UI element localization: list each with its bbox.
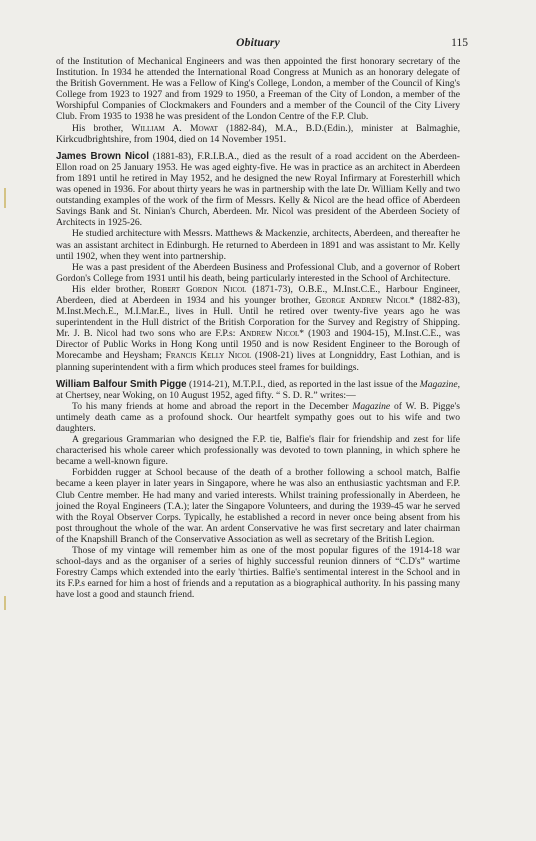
paragraph: A gregarious Grammarian who designed the F.P. tie, Balfie's flair for friendship and zest for life characterised his whole career which professionally was devoted to town planning, in which sphere he became a well-known figure. xyxy=(56,434,460,468)
entry-name: James Brown Nicol xyxy=(56,150,150,162)
person-name: William A. Mowat xyxy=(131,122,218,134)
text-run: To his many friends at home and abroad the report in the December xyxy=(72,400,353,412)
paragraph: of the Institution of Mechanical Engineers and was then appointed the first honorary secretary of the Institution. In 1934 he attended the International Road Congress at Munich as an honorary delegate of the British Government. He was a Fellow of King's College, London, a member of the Council of King's College from 1923 to 1927 and from 1929 to 1950, a Freeman of the City of London, a member of the Worshipful Companies of Clockmakers and Founders and a member of the Council of the City Livery Club. From 1935 to 1938 he was president of the London Centre of the F.P. Club. xyxy=(56,56,460,123)
page-header xyxy=(56,37,468,51)
person-name: Andrew Nicol* xyxy=(239,328,305,340)
text-run: (1914-21), M.T.P.I., died, as reported in the last issue of the xyxy=(186,378,420,390)
paragraph: Forbidden rugger at School because of the death of a brother following a school match, Balfie became a keen player in later years in Singapore, where he was also an enthusiastic yachtsman and F.P. Club Centre member. He had many and varied interests. Whilst training professionally in Aberdeen, he joined the Royal Engineers (T.A.); later the Singapore Volunteers, and during the 1939-45 war he served with the Royal Observer Corps. Typically, he established a record in never once being absent from his post throughout the whole of the war. An ardent Conservative he was first secretary and later chairman of the Knapshill Branch of the Conservative Association as well as secretary of the British Legion. xyxy=(56,467,460,545)
paragraph: He was a past president of the Aberdeen Business and Professional Club, and a governor of Robert Gordon's College from 1931 until his death, being particularly interested in the School of Architecture. xyxy=(56,261,460,284)
paragraph: Those of my vintage will remember him as one of the most popular figures of the 1914-18 war school-days and as the organiser of a series of highly successful reunion dinners of “C.D's” wartime Forestry Camps which extended into the early 'thirties. Balfie's sentimental interest in the School and in its F.P.s earned for him a host of friends and a reputation as a biographical authority. In his passing many have lost a good and staunch friend. xyxy=(56,545,460,601)
text-run: (1871-73), O.B.E., M.Inst.C.E., Harbour Engineer, Aberdeen, died at Aberdeen in 1934 and his younger brother, xyxy=(56,283,460,306)
magazine-title: Magazine xyxy=(352,400,391,412)
text-run: (1882-84), M.A., B.D.(Edin.), minister at Balmaghie, Kirkcudbrightshire, from 1904, died on 14 November 1951. xyxy=(56,122,460,145)
person-name: Francis Kelly Nicol xyxy=(165,350,252,362)
text-run: (1881-83), F.R.I.B.A., died as the result of a road accident on the Aberdeen-Ellon road on 25 January 1953. He was aged eighty-five. He was in practice as an architect in Aberdeen from 1891 until he retired in May 1952, and he designed the new Royal Infirmary at Foresterhill which was opened in 1936. For about thirty years he was in partnership with the late Dr. William Kelly and two outstanding examples of the work of the firm of Messrs. Kelly & Nicol are the head office of Aberdeen Savings Bank and St. Ninian's Church, Aberdeen. Mr. Nicol was president of the Aberdeen Society of Architects in 1925-26. xyxy=(56,150,460,229)
entry-name: William Balfour Smith Pigge xyxy=(56,378,187,390)
paragraph xyxy=(56,123,460,145)
page-number: 115 xyxy=(451,37,468,49)
obituary-entry xyxy=(56,379,460,401)
person-name: George Andrew Nicol* xyxy=(314,294,415,306)
text-run: His elder brother, xyxy=(72,283,152,295)
paragraph xyxy=(56,401,460,434)
magazine-title: Magazine xyxy=(419,378,458,390)
paragraph: He studied architecture with Messrs. Matthews & Mackenzie, architects, Aberdeen, and thereafter he was an assistant architect in Edinburgh. He returned to Aberdeen in 1891 and was assistant to Mr. Kelly until 1902, when they went into partnership. xyxy=(56,228,460,262)
paragraph xyxy=(56,284,460,373)
margin-mark xyxy=(4,188,6,208)
obituary-text xyxy=(56,56,460,601)
text-run: of W. B. Pigge's untimely death came as a profound shock. Our heartfelt sympathy goes out to his wife and two daughters. xyxy=(56,400,460,434)
person-name: Robert Gordon Nicol xyxy=(151,283,247,295)
margin-mark xyxy=(4,596,6,610)
text-run: (1903 and 1904-15), M.Inst.C.E., was Director of Public Works in Hong Kong until 1950 and is now Resident Engineer to the Borough of Morecambe and Heysham; xyxy=(56,328,460,362)
running-title: Obituary xyxy=(236,37,280,49)
text-run: , at Chertsey, near Woking, on 10 August 1952, aged fifty. “ S. D. R.” writes:— xyxy=(56,378,460,401)
text-run: (1908-21) lives at Longniddry, East Lothian, and is planning superintendent with a firm which produces steel frames for buildings. xyxy=(56,350,460,373)
text-run: (1882-83), M.Inst.Mech.E., M.I.Mar.E., lives in Hull. Until he retired over twenty-five years ago he was superintendent in the Hull district of the British Corporation for the Survey and Registry of Shipping. Mr. J. B. Nicol had two sons who are F.P.s: xyxy=(56,294,460,340)
obituary-entry xyxy=(56,151,460,229)
text-run: His brother, xyxy=(72,122,132,134)
